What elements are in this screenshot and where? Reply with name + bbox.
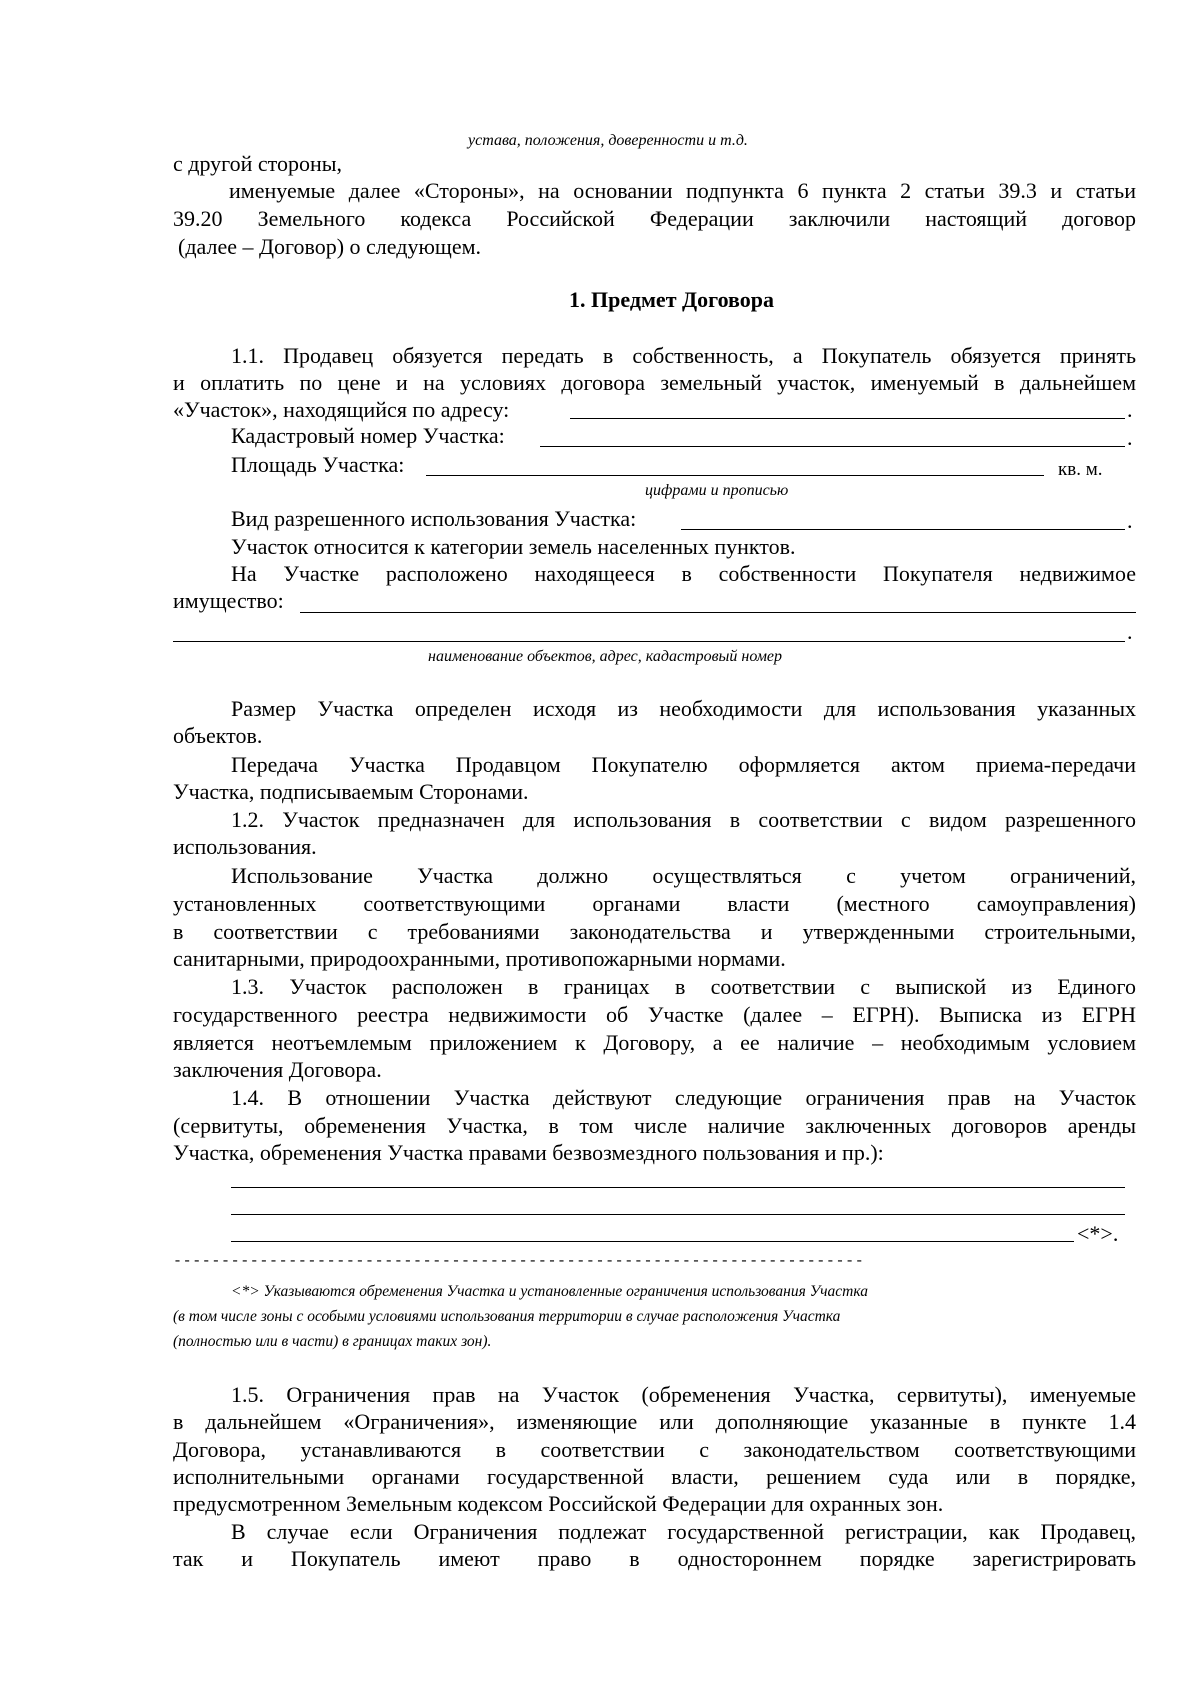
paragraph-line: 1.5. Ограничения прав на Участок (обременения Участка, сервитуты), именуемые [231, 1382, 1136, 1407]
paragraph-line: Использование Участка должно осуществляться с учетом ограничений, [231, 863, 1136, 888]
cadastral-label: Кадастровый номер Участка: [231, 423, 505, 448]
paragraph-line: установленных соответствующими органами власти (местного самоуправления) [173, 891, 1136, 916]
footnote-line: (полностью или в части) в границах таких зон). [173, 1333, 492, 1350]
restrictions-fill-line [231, 1214, 1125, 1215]
footnote-marker: <*>. [1077, 1221, 1119, 1246]
paragraph-line: Участка, подписываемым Сторонами. [173, 779, 529, 804]
category-text: Участок относится к категории земель населенных пунктов. [231, 534, 796, 559]
intro-line: именуемые далее «Стороны», на основании подпункта 6 пункта 2 статьи 39.3 и статьи [229, 178, 1136, 203]
section-title: 1. Предмет Договора [569, 287, 775, 312]
footnote-line: (в том числе зоны с особыми условиями использования территории в случае расположения Участка [173, 1308, 841, 1325]
paragraph-line: и оплатить по цене и на условиях договора земельный участок, именуемый в дальнейшем [173, 370, 1136, 395]
footnote-separator: ------------------------------------------------------------------------ [173, 1253, 865, 1270]
paragraph-line: Договора, устанавливаются в соответствии с законодательством соответствующими [173, 1437, 1136, 1462]
area-fill-line [426, 475, 1044, 476]
paragraph-line: заключения Договора. [173, 1057, 382, 1082]
paragraph-line: Участка, обременения Участка правами безвозмездного пользования и пр.): [173, 1140, 884, 1165]
area-caption: цифрами и прописью [645, 482, 789, 499]
area-unit: кв. м. [1058, 459, 1103, 480]
permitted-use-label: Вид разрешенного использования Участка: [231, 506, 637, 531]
paragraph-line: государственного реестра недвижимости об Участке (далее – ЕГРН). Выписка из ЕГРН [173, 1002, 1136, 1027]
paragraph-line: объектов. [173, 723, 263, 748]
area-label: Площадь Участка: [231, 452, 405, 477]
paragraph-line: (сервитуты, обременения Участка, в том числе наличие заключенных договоров аренды [173, 1113, 1136, 1138]
property-fill-line-2 [173, 641, 1125, 642]
footnote-line: <*> Указываются обременения Участка и установленные ограничения использования Участка [231, 1283, 868, 1300]
paragraph-line: так и Покупатель имеют право в одностороннем порядке зарегистрировать [173, 1546, 1136, 1571]
permitted-use-fill-line [681, 529, 1125, 530]
paragraph-line: На Участке расположено находящееся в собственности Покупателя недвижимое [231, 561, 1136, 586]
paragraph-line: 1.3. Участок расположен в границах в соответствии с выпиской из Единого [231, 974, 1136, 999]
paragraph-line: В случае если Ограничения подлежат государственной регистрации, как Продавец, [231, 1519, 1136, 1544]
paragraph-line: «Участок», находящийся по адресу: [173, 397, 510, 422]
paragraph-line: 1.4. В отношении Участка действуют следующие ограничения прав на Участок [231, 1085, 1136, 1110]
paragraph-line: 1.1. Продавец обязуется передать в собственность, а Покупатель обязуется принять [231, 343, 1136, 368]
paragraph-line: Размер Участка определен исходя из необходимости для использования указанных [231, 696, 1136, 721]
paragraph-line: санитарными, природоохранными, противопожарными нормами. [173, 946, 786, 971]
restrictions-fill-line [231, 1241, 1074, 1242]
paragraph-line: исполнительными органами государственной власти, решением суда или в порядке, [173, 1464, 1136, 1489]
intro-line: 39.20 Земельного кодекса Российской Федерации заключили настоящий договор [173, 206, 1136, 231]
top-caption: устава, положения, доверенности и т.д. [468, 132, 748, 149]
paragraph-line: в соответствии с требованиями законодательства и утвержденными строительными, [173, 919, 1136, 944]
cadastral-fill-line [540, 446, 1125, 447]
intro-line: (далее – Договор) о следующем. [178, 234, 482, 259]
paragraph-line: в дальнейшем «Ограничения», изменяющие или дополняющие указанные в пункте 1.4 [173, 1409, 1136, 1434]
paragraph-line: имущество: [173, 588, 284, 613]
other-side-text: с другой стороны, [173, 151, 343, 176]
property-fill-line [300, 612, 1136, 613]
paragraph-line: предусмотренном Земельным кодексом Российской Федерации для охранных зон. [173, 1491, 944, 1516]
paragraph-line: Передача Участка Продавцом Покупателю оформляется актом приема-передачи [231, 752, 1136, 777]
restrictions-fill-line [231, 1187, 1125, 1188]
paragraph-line: 1.2. Участок предназначен для использования в соответствии с видом разрешенного [231, 807, 1136, 832]
paragraph-line: использования. [173, 834, 317, 859]
paragraph-line: является неотъемлемым приложением к Договору, а ее наличие – необходимым условием [173, 1030, 1136, 1055]
address-fill-line [570, 418, 1125, 419]
property-caption: наименование объектов, адрес, кадастровый номер [428, 648, 783, 665]
